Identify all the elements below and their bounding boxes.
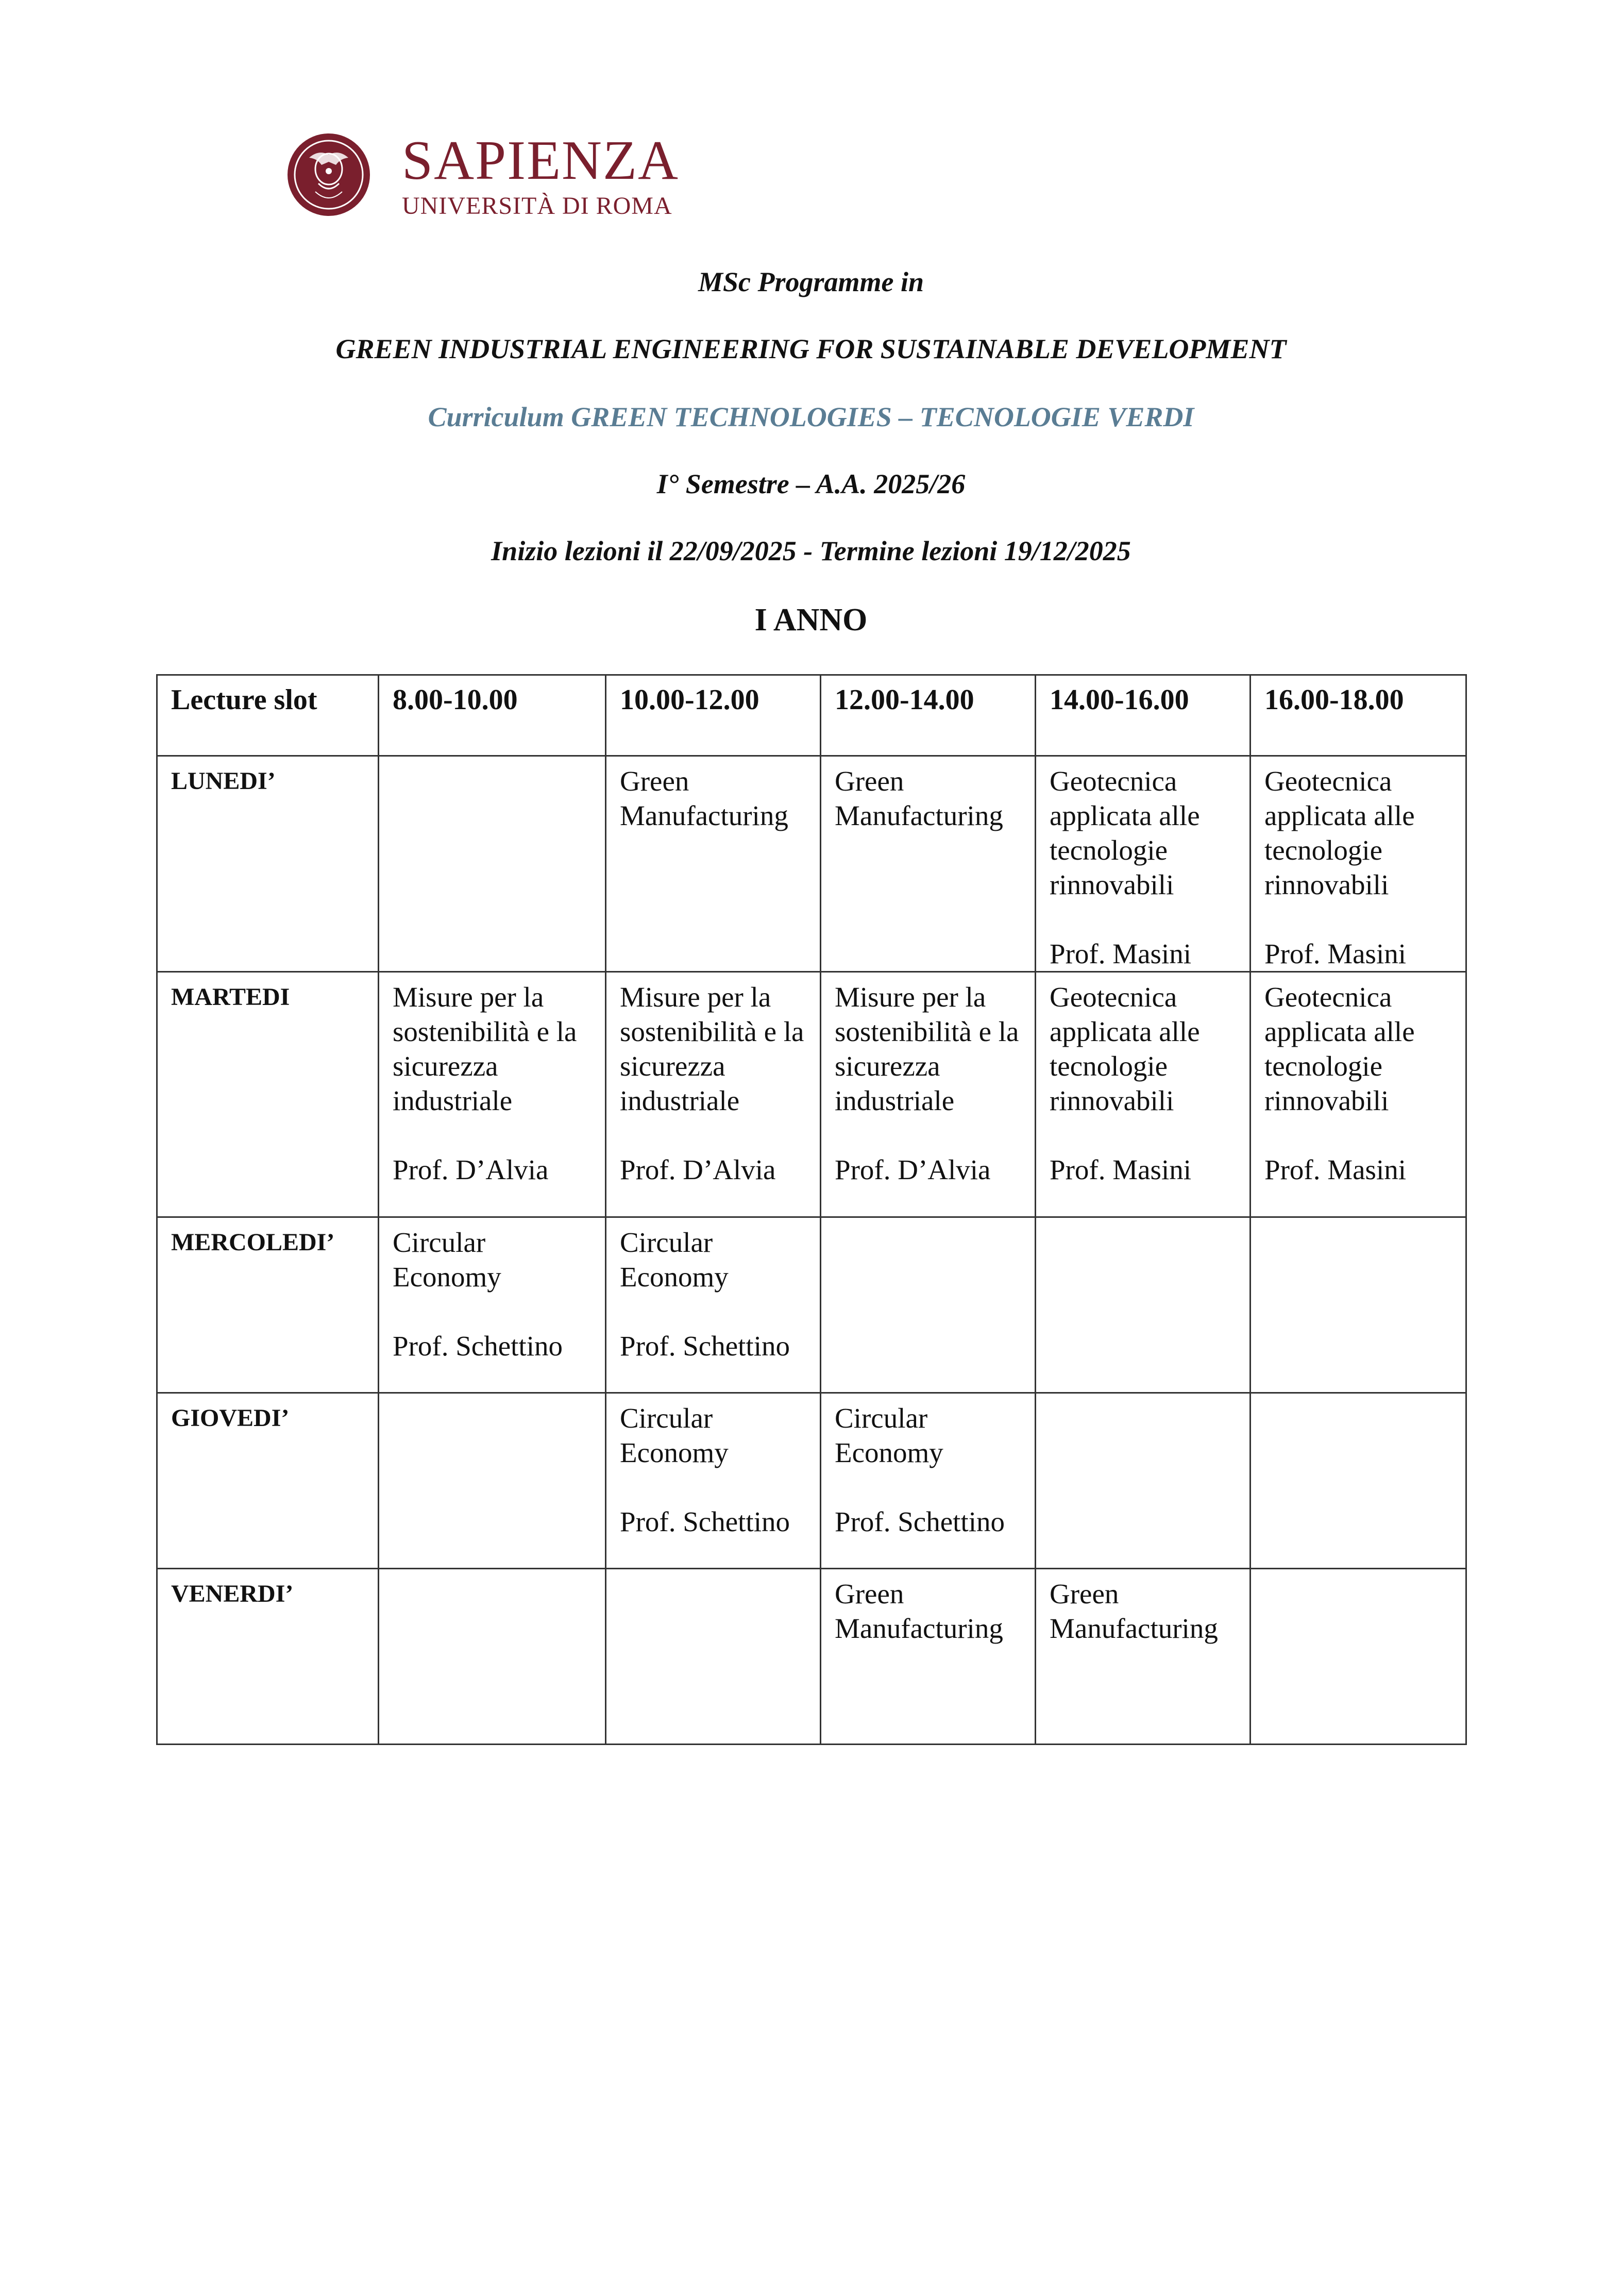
professor-name: Prof. D’Alvia [393,1154,549,1185]
slot-cell [1036,1393,1251,1569]
table-row-venerdi [157,1569,1466,1745]
slot-cell [606,972,821,1217]
course-name: Geotecnica applicata alle tecnologie rinnovabili [1050,981,1200,1116]
header-lecture-slot: Lecture slot [157,675,379,756]
slot-cell [1251,756,1466,972]
header-slot-3: 12.00-14.00 [821,675,1036,756]
course-name: Misure per la sostenibilità e la sicurezza industriale [835,981,1019,1116]
table-row-giovedi [157,1393,1466,1569]
course-name: Circular Economy [835,1402,943,1468]
slot-cell [1251,1393,1466,1569]
course-name: Circular Economy [620,1402,729,1468]
slot-cell [1036,972,1251,1217]
course-name: Misure per la sostenibilità e la sicurezza industriale [393,981,577,1116]
timetable-header-row [157,675,1466,756]
slot-cell [606,1569,821,1745]
slot-cell [379,1217,606,1393]
slot-cell [1251,1217,1466,1393]
header-slot-2: 10.00-12.00 [606,675,821,756]
professor-name: Prof. Schettino [620,1506,790,1537]
slot-cell [1251,1569,1466,1745]
table-row-mercoledi [157,1217,1466,1393]
course-name: Green Manufacturing [835,765,1003,831]
course-name: Geotecnica applicata alle tecnologie rinnovabili [1264,981,1415,1116]
header-slot-5: 16.00-18.00 [1251,675,1466,756]
slot-cell [821,1569,1036,1745]
timetable [156,674,1467,1745]
day-label: VENERDI’ [157,1569,379,1745]
professor-name: Prof. Masini [1050,1154,1191,1185]
day-label: MARTEDI [157,972,379,1217]
programme-title: GREEN INDUSTRIAL ENGINEERING FOR SUSTAINABLE DEVELOPMENT [335,333,1287,364]
professor-name: Prof. Schettino [620,1330,790,1362]
day-label: GIOVEDI’ [157,1393,379,1569]
slot-cell [821,756,1036,972]
slot-cell [1036,756,1251,972]
slot-cell [821,1217,1036,1393]
course-name: Circular Economy [393,1227,501,1293]
professor-name: Prof. Masini [1264,938,1406,969]
table-row-lunedi [157,756,1466,972]
curriculum-title: Curriculum GREEN TECHNOLOGIES – TECNOLOGIE VERDI [428,401,1194,432]
slot-cell [379,1393,606,1569]
logo-wordmark [402,130,680,220]
professor-name: Prof. D’Alvia [835,1154,991,1185]
logo-name: SAPIENZA [402,130,680,191]
course-name: Green Manufacturing [620,765,788,831]
course-name: Geotecnica applicata alle tecnologie rinnovabili [1264,765,1415,900]
professor-name: Prof. Schettino [835,1506,1005,1537]
slot-cell [606,1217,821,1393]
professor-name: Prof. Masini [1264,1154,1406,1185]
header-slot-4: 14.00-16.00 [1036,675,1251,756]
day-label: MERCOLEDI’ [157,1217,379,1393]
slot-cell [379,972,606,1217]
day-label: LUNEDI’ [157,756,379,972]
semester-label: I° Semestre – A.A. 2025/26 [656,468,966,499]
slot-cell [606,1393,821,1569]
professor-name: Prof. D’Alvia [620,1154,776,1185]
professor-name: Prof. Schettino [393,1330,563,1362]
professor-name: Prof. Masini [1050,938,1191,969]
logo-subtitle: UNIVERSITÀ DI ROMA [402,192,672,220]
course-name: Green Manufacturing [1050,1578,1218,1644]
slot-cell [606,756,821,972]
year-title: I ANNO [754,602,868,638]
sapienza-seal-icon [286,122,371,228]
university-logo [286,122,680,228]
slot-cell [1036,1217,1251,1393]
slot-cell [379,1569,606,1745]
course-name: Circular Economy [620,1227,729,1293]
course-name: Green Manufacturing [835,1578,1003,1644]
header-slot-1: 8.00-10.00 [379,675,606,756]
lecture-dates: Inizio lezioni il 22/09/2025 - Termine lezioni 19/12/2025 [491,535,1131,566]
course-name: Geotecnica applicata alle tecnologie rinnovabili [1050,765,1200,900]
programme-label: MSc Programme in [698,266,924,297]
slot-cell [821,972,1036,1217]
slot-cell [1251,972,1466,1217]
slot-cell [379,756,606,972]
slot-cell [1036,1569,1251,1745]
course-name: Misure per la sostenibilità e la sicurezza industriale [620,981,804,1116]
slot-cell [821,1393,1036,1569]
table-row-martedi [157,972,1466,1217]
